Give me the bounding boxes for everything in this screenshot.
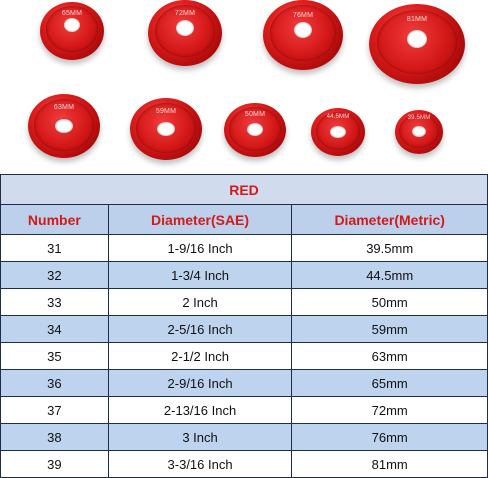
cell-number: 39 bbox=[1, 451, 109, 478]
cell-number: 31 bbox=[1, 235, 109, 262]
table-title: RED bbox=[1, 175, 488, 205]
cell-diameter-metric: 72mm bbox=[292, 397, 488, 424]
table-row bbox=[1, 397, 488, 424]
table-row bbox=[1, 370, 488, 397]
cell-diameter-sae: 1-9/16 Inch bbox=[108, 235, 292, 262]
disc-label: 63MM bbox=[53, 104, 75, 111]
disc-72mm bbox=[148, 0, 222, 66]
cell-number: 33 bbox=[1, 289, 109, 316]
column-header-diameter-metric: Diameter(Metric) bbox=[292, 205, 488, 235]
cell-diameter-sae: 2-1/2 Inch bbox=[108, 343, 292, 370]
disc-63mm bbox=[28, 94, 100, 158]
column-header-diameter-sae: Diameter(SAE) bbox=[108, 205, 292, 235]
cell-number: 37 bbox=[1, 397, 109, 424]
size-table bbox=[0, 174, 488, 478]
cell-number: 36 bbox=[1, 370, 109, 397]
cell-diameter-metric: 65mm bbox=[292, 370, 488, 397]
disc-59mm bbox=[130, 98, 202, 160]
cell-diameter-sae: 2-13/16 Inch bbox=[108, 397, 292, 424]
disc-76mm bbox=[263, 0, 343, 70]
cell-diameter-metric: 81mm bbox=[292, 451, 488, 478]
table-row bbox=[1, 262, 488, 289]
cell-diameter-sae: 2 Inch bbox=[108, 289, 292, 316]
table-row bbox=[1, 451, 488, 478]
disc-39-5mm bbox=[395, 110, 443, 154]
disc-81mm bbox=[369, 4, 465, 84]
disc-44-5mm bbox=[311, 108, 365, 156]
disc-label: 65MM bbox=[61, 10, 83, 17]
disc-label: 76MM bbox=[292, 12, 314, 19]
disc-50mm bbox=[224, 103, 286, 157]
cell-number: 34 bbox=[1, 316, 109, 343]
disc-label: 81MM bbox=[406, 16, 428, 23]
disc-label: 59MM bbox=[155, 108, 177, 115]
cell-diameter-sae: 3-3/16 Inch bbox=[108, 451, 292, 478]
disc-65mm bbox=[40, 2, 104, 60]
table-row bbox=[1, 289, 488, 316]
cell-diameter-metric: 44.5mm bbox=[292, 262, 488, 289]
column-header-number: Number bbox=[1, 205, 109, 235]
cell-diameter-metric: 63mm bbox=[292, 343, 488, 370]
cell-number: 38 bbox=[1, 424, 109, 451]
disc-label: 44.5MM bbox=[326, 114, 350, 120]
cell-diameter-sae: 2-5/16 Inch bbox=[108, 316, 292, 343]
table-row bbox=[1, 316, 488, 343]
cell-diameter-metric: 59mm bbox=[292, 316, 488, 343]
cell-diameter-sae: 1-3/4 Inch bbox=[108, 262, 292, 289]
disc-label: 39.5MM bbox=[407, 115, 431, 121]
table-row bbox=[1, 235, 488, 262]
cell-number: 35 bbox=[1, 343, 109, 370]
cell-diameter-sae: 3 Inch bbox=[108, 424, 292, 451]
table-header-row bbox=[1, 205, 488, 235]
cell-diameter-metric: 50mm bbox=[292, 289, 488, 316]
disc-label: 50MM bbox=[244, 111, 266, 118]
table-row bbox=[1, 424, 488, 451]
cell-diameter-metric: 76mm bbox=[292, 424, 488, 451]
cell-diameter-sae: 2-9/16 Inch bbox=[108, 370, 292, 397]
product-photo bbox=[0, 0, 488, 174]
cell-diameter-metric: 39.5mm bbox=[292, 235, 488, 262]
table-row bbox=[1, 343, 488, 370]
table-title-row bbox=[1, 175, 488, 205]
cell-number: 32 bbox=[1, 262, 109, 289]
disc-label: 72MM bbox=[174, 10, 196, 17]
